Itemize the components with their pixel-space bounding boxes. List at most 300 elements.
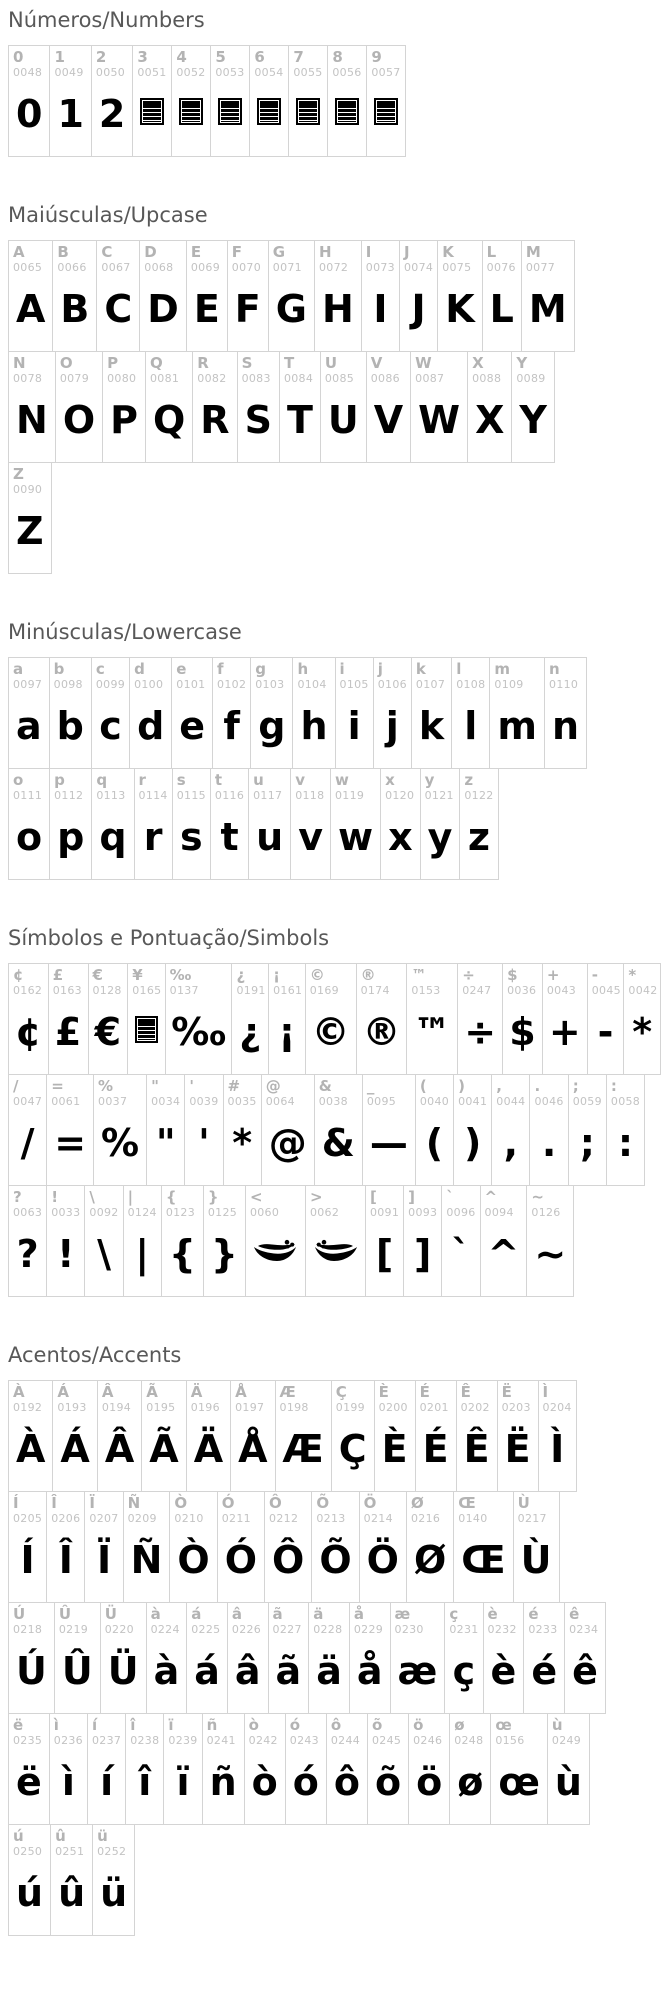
char-unicode-code: 0060 <box>249 1206 280 1219</box>
char-cell-0193 <box>52 1380 97 1492</box>
glyph-preview: 1 <box>57 91 84 136</box>
char-cell-0192 <box>8 1380 53 1492</box>
char-unicode-code: 0244 <box>330 1734 361 1747</box>
glyph-preview: ö <box>416 1759 443 1804</box>
char-label: L <box>486 243 497 261</box>
glyph-preview: Ù <box>520 1537 552 1582</box>
glyph-preview: n <box>552 703 580 748</box>
char-cell-0054 <box>249 45 289 157</box>
glyph-preview: x <box>388 814 413 859</box>
char-label: ~ <box>531 1188 544 1206</box>
glyph-preview: m <box>497 703 538 748</box>
char-cell-0089 <box>511 351 555 463</box>
char-label: á <box>191 1605 202 1623</box>
char-cell-0229 <box>349 1602 391 1714</box>
char-cell-0224 <box>146 1602 188 1714</box>
char-unicode-code: 0095 <box>366 1095 397 1108</box>
char-label: v <box>295 771 305 789</box>
char-cell-0093 <box>403 1185 442 1297</box>
char-label: ¢ <box>13 966 24 984</box>
glyph-preview: h <box>300 703 328 748</box>
char-cell-0201 <box>415 1380 457 1492</box>
char-cell-0234 <box>564 1602 606 1714</box>
char-unicode-code: 0104 <box>297 678 327 691</box>
glyph-preview: d <box>137 703 165 748</box>
char-cell-0072 <box>314 240 362 352</box>
glyph-preview: B <box>60 286 90 331</box>
char-label: H <box>318 243 332 261</box>
glyph-preview: ü <box>100 1870 128 1915</box>
glyph-preview: r <box>143 814 163 859</box>
glyph-preview: ¢ <box>15 1009 42 1054</box>
char-unicode-code: 0043 <box>546 984 577 997</box>
glyph-preview: Á <box>60 1426 90 1471</box>
char-cell-0070 <box>227 240 269 352</box>
char-unicode-code: 0197 <box>235 1401 265 1414</box>
glyph-preview: a <box>16 703 42 748</box>
char-cell-0043 <box>542 963 588 1075</box>
char-cell-0061 <box>46 1074 94 1186</box>
char-unicode-code: 0224 <box>150 1623 180 1636</box>
char-label: Õ <box>316 1494 330 1512</box>
char-label: / <box>13 1077 19 1095</box>
char-label: â <box>231 1605 243 1623</box>
char-cell-0040 <box>415 1074 454 1186</box>
char-unicode-code: 0037 <box>98 1095 128 1108</box>
glyph-preview: R <box>200 397 230 442</box>
char-label: j <box>377 660 383 678</box>
missing-glyph-box-icon <box>289 79 327 156</box>
char-label: G <box>272 243 286 261</box>
char-row <box>8 240 661 352</box>
char-label: 3 <box>137 48 148 66</box>
glyph-preview: - <box>597 1009 614 1054</box>
char-unicode-code: 0103 <box>255 678 285 691</box>
char-unicode-code: 0109 <box>494 678 524 691</box>
char-cell-0165 <box>127 963 165 1075</box>
char-unicode-code: 0112 <box>54 789 84 802</box>
char-unicode-code: 0107 <box>415 678 446 691</box>
char-cell-0065 <box>8 240 53 352</box>
char-label: e <box>176 660 187 678</box>
glyph-preview: Ô <box>272 1537 305 1582</box>
char-unicode-code: 0156 <box>495 1734 525 1747</box>
char-label: % <box>98 1077 114 1095</box>
char-cell-0095 <box>362 1074 416 1186</box>
char-label: o <box>13 771 24 789</box>
char-cell-0230 <box>390 1602 446 1714</box>
glyph-preview: Î <box>58 1537 73 1582</box>
glyph-preview: N <box>16 397 48 442</box>
glyph-preview: Y <box>519 397 547 442</box>
char-label: Î <box>51 1494 57 1512</box>
glyph-preview: ( <box>425 1120 444 1165</box>
glyph-preview: O <box>62 397 96 442</box>
chili-doodle-left-icon <box>246 1219 305 1296</box>
char-unicode-code: 0200 <box>378 1401 408 1414</box>
char-unicode-code: 0046 <box>534 1095 564 1108</box>
section-title-numbers: Números/Numbers <box>8 8 205 32</box>
glyph-preview: ò <box>251 1759 278 1804</box>
char-cell-0111 <box>8 768 50 880</box>
char-unicode-code: 0090 <box>13 483 43 496</box>
char-label: Û <box>58 1605 72 1623</box>
char-cell-0039 <box>184 1074 223 1186</box>
char-label: ? <box>13 1188 22 1206</box>
glyph-preview: É <box>422 1426 449 1471</box>
char-cell-0195 <box>141 1380 186 1492</box>
char-label: k <box>415 660 426 678</box>
glyph-preview: ê <box>572 1648 598 1693</box>
char-label: ï <box>168 1716 174 1734</box>
char-unicode-code: 0248 <box>454 1734 484 1747</box>
char-cell-0219 <box>54 1602 101 1714</box>
char-label: h <box>297 660 309 678</box>
char-unicode-code: 0250 <box>13 1845 43 1858</box>
glyph-preview: { <box>168 1231 196 1276</box>
char-label: ê <box>569 1605 580 1623</box>
glyph-preview: $ <box>509 1009 536 1054</box>
char-unicode-code: 0035 <box>227 1095 257 1108</box>
char-unicode-code: 0242 <box>248 1734 278 1747</box>
char-label: Y <box>516 354 528 372</box>
char-row <box>8 1602 661 1714</box>
char-cell-0042 <box>623 963 661 1075</box>
char-cell-0101 <box>171 657 213 769</box>
char-label: O <box>59 354 73 372</box>
char-unicode-code: 0252 <box>97 1845 127 1858</box>
notdef-stamp <box>335 98 359 125</box>
char-unicode-code: 0048 <box>13 66 43 79</box>
char-cell-0106 <box>373 657 412 769</box>
char-label: ö <box>413 1716 424 1734</box>
char-label: Q <box>149 354 163 372</box>
char-label: f <box>217 660 224 678</box>
glyph-preview: , <box>503 1120 519 1165</box>
char-label: ‰ <box>169 966 192 984</box>
char-label: X <box>472 354 484 372</box>
char-unicode-code: 0053 <box>215 66 245 79</box>
char-cell-0209 <box>123 1491 171 1603</box>
glyph-preview: ó <box>292 1759 319 1804</box>
char-label: Ü <box>104 1605 117 1623</box>
char-label: Ç <box>335 1383 347 1401</box>
char-label: U <box>324 354 338 372</box>
notdef-stamp <box>296 98 320 125</box>
glyph-preview: é <box>531 1648 558 1693</box>
char-cell-0103 <box>250 657 293 769</box>
char-cell-0163 <box>48 963 89 1075</box>
char-cell-0238 <box>125 1713 164 1825</box>
char-row <box>8 1380 661 1492</box>
char-unicode-code: 0174 <box>360 984 390 997</box>
glyph-preview: è <box>490 1648 517 1693</box>
char-label: Ñ <box>127 1494 141 1512</box>
char-label: , <box>496 1077 502 1095</box>
glyph-preview: / <box>20 1120 35 1165</box>
notdef-stamp <box>179 98 203 125</box>
char-label: ù <box>551 1716 563 1734</box>
char-unicode-code: 0072 <box>318 261 349 274</box>
char-label: î <box>130 1716 136 1734</box>
char-label: 6 <box>254 48 265 66</box>
char-unicode-code: 0245 <box>371 1734 402 1747</box>
char-unicode-code: 0038 <box>318 1095 348 1108</box>
char-unicode-code: 0214 <box>363 1512 393 1525</box>
char-unicode-code: 0086 <box>370 372 400 385</box>
char-cell-0191 <box>231 963 269 1075</box>
char-label: n <box>549 660 560 678</box>
char-cell-0124 <box>123 1185 162 1297</box>
glyph-preview: g <box>258 703 286 748</box>
char-label: Ó <box>221 1494 235 1512</box>
char-label: @ <box>265 1077 281 1095</box>
glyph-preview: õ <box>374 1759 402 1804</box>
char-cell-0069 <box>186 240 228 352</box>
char-label: å <box>353 1605 364 1623</box>
char-label: { <box>165 1188 177 1206</box>
char-label: Ô <box>269 1494 282 1512</box>
char-unicode-code: 0213 <box>316 1512 346 1525</box>
glyph-preview: [ <box>375 1231 394 1276</box>
glyph-preview: ! <box>57 1231 75 1276</box>
char-cell-0047 <box>8 1074 47 1186</box>
char-label: d <box>134 660 145 678</box>
char-unicode-code: 0140 <box>458 1512 488 1525</box>
char-unicode-code: 0124 <box>127 1206 157 1219</box>
char-label: Ò <box>174 1494 188 1512</box>
char-unicode-code: 0087 <box>415 372 445 385</box>
glyph-preview: | <box>135 1231 150 1276</box>
glyph-preview: Ú <box>16 1648 47 1693</box>
char-unicode-code: 0034 <box>151 1095 181 1108</box>
char-label: i <box>339 660 345 678</box>
char-label: È <box>378 1383 389 1401</box>
char-unicode-code: 0098 <box>53 678 83 691</box>
char-label: Œ <box>458 1494 476 1512</box>
missing-glyph-box-icon <box>172 79 210 156</box>
char-cell-0225 <box>186 1602 228 1714</box>
char-cell-0128 <box>88 963 129 1075</box>
char-cell-0097 <box>8 657 50 769</box>
char-unicode-code: 0099 <box>95 678 126 691</box>
char-unicode-code: 0047 <box>13 1095 43 1108</box>
char-unicode-code: 0092 <box>89 1206 119 1219</box>
glyph-preview: Ì <box>550 1426 565 1471</box>
char-label: 8 <box>332 48 343 66</box>
char-label: Ö <box>363 1494 377 1512</box>
char-label: . <box>534 1077 541 1095</box>
char-label: D <box>144 243 157 261</box>
char-unicode-code: 0202 <box>460 1401 490 1414</box>
char-unicode-code: 0036 <box>507 984 537 997</box>
section-title-accents: Acentos/Accents <box>8 1343 182 1367</box>
char-unicode-code: 0123 <box>165 1206 196 1219</box>
char-unicode-code: 0094 <box>484 1206 514 1219</box>
char-cell-0066 <box>52 240 97 352</box>
char-label: ø <box>454 1716 465 1734</box>
char-unicode-code: 0097 <box>13 678 43 691</box>
char-label: t <box>214 771 223 789</box>
section-lowercase <box>8 620 661 880</box>
char-cell-0213 <box>311 1491 359 1603</box>
char-unicode-code: 0102 <box>217 678 247 691</box>
glyph-preview: A <box>16 286 46 331</box>
char-unicode-code: 0205 <box>13 1512 43 1525</box>
section-title-lowercase: Minúsculas/Lowercase <box>8 620 242 644</box>
glyph-preview: p <box>57 814 85 859</box>
char-cell-0041 <box>453 1074 492 1186</box>
char-unicode-code: 0088 <box>472 372 502 385</box>
char-unicode-code: 0194 <box>101 1401 132 1414</box>
char-label: ¥ <box>132 966 143 984</box>
chili-doodle-right-icon <box>306 1219 365 1296</box>
char-unicode-code: 0119 <box>334 789 365 802</box>
char-cell-0115 <box>172 768 211 880</box>
glyph-preview: Ó <box>224 1537 258 1582</box>
char-label: Ì <box>542 1383 549 1401</box>
char-unicode-code: 0212 <box>269 1512 299 1525</box>
glyph-preview: Ò <box>177 1537 210 1582</box>
glyph-preview: M <box>528 286 567 331</box>
char-cell-0048 <box>8 45 50 157</box>
char-unicode-code: 0108 <box>456 678 486 691</box>
char-label: Ë <box>501 1383 512 1401</box>
glyph-preview: V <box>373 397 404 442</box>
char-label: ñ <box>206 1716 218 1734</box>
char-label: * <box>628 966 637 984</box>
char-label: S <box>241 354 253 372</box>
char-unicode-code: 0115 <box>176 789 206 802</box>
glyph-preview: = <box>54 1120 87 1165</box>
glyph-preview: ú <box>16 1870 44 1915</box>
char-cell-0078 <box>8 351 56 463</box>
char-cell-0036 <box>502 963 543 1075</box>
char-unicode-code: 0057 <box>371 66 401 79</box>
glyph-preview: ¡ <box>278 1009 296 1054</box>
char-label: R <box>197 354 209 372</box>
glyph-preview: ø <box>457 1759 484 1804</box>
char-cell-0099 <box>91 657 130 769</box>
glyph-preview: ' <box>198 1120 210 1165</box>
missing-glyph-box-icon <box>250 79 288 156</box>
char-label: J <box>403 243 410 261</box>
char-label: ë <box>13 1716 24 1734</box>
char-unicode-code: 0091 <box>369 1206 400 1219</box>
glyph-preview: H <box>321 286 354 331</box>
char-label: ; <box>572 1077 579 1095</box>
glyph-preview: ® <box>362 1009 401 1054</box>
glyph-preview: € <box>94 1009 122 1054</box>
char-cell-0236 <box>49 1713 88 1825</box>
char-row <box>8 351 661 463</box>
char-unicode-code: 0082 <box>197 372 227 385</box>
glyph-preview: S <box>244 397 272 442</box>
glyph-preview: + <box>548 1009 581 1054</box>
glyph-preview: Ö <box>366 1537 399 1582</box>
missing-glyph-box-icon <box>367 79 405 156</box>
char-row <box>8 963 661 1075</box>
char-label: ç <box>449 1605 459 1623</box>
notdef-stamp <box>374 98 398 125</box>
char-label: Ù <box>517 1494 530 1512</box>
char-unicode-code: 0246 <box>413 1734 443 1747</box>
glyph-preview: w <box>337 814 374 859</box>
glyph-preview: I <box>373 286 388 331</box>
glyph-preview: Œ <box>461 1537 506 1582</box>
char-label: g <box>255 660 266 678</box>
char-cell-0110 <box>544 657 587 769</box>
char-label: É <box>419 1383 430 1401</box>
char-cell-0204 <box>538 1380 577 1492</box>
char-label: 7 <box>293 48 304 66</box>
glyph-preview: Ë <box>504 1426 531 1471</box>
char-cell-0153 <box>406 963 458 1075</box>
char-unicode-code: 0073 <box>365 261 395 274</box>
char-row <box>8 1185 661 1297</box>
glyph-preview: Q <box>152 397 186 442</box>
char-label: Í <box>13 1494 19 1512</box>
char-cell-0087 <box>410 351 468 463</box>
char-cell-0244 <box>326 1713 368 1825</box>
glyph-preview: u <box>256 814 284 859</box>
glyph-preview: t <box>220 814 239 859</box>
char-label: û <box>55 1827 66 1845</box>
char-unicode-code: 0063 <box>13 1206 43 1219</box>
glyph-preview: % <box>101 1120 140 1165</box>
char-cell-0202 <box>456 1380 498 1492</box>
char-unicode-code: 0169 <box>309 984 339 997</box>
glyph-preview: q <box>99 814 127 859</box>
glyph-preview: ) <box>463 1120 482 1165</box>
char-cell-0075 <box>437 240 482 352</box>
char-cell-0214 <box>359 1491 407 1603</box>
glyph-preview: â <box>234 1648 261 1693</box>
char-cell-0218 <box>8 1602 55 1714</box>
char-label: q <box>96 771 108 789</box>
char-unicode-code: 0069 <box>190 261 221 274</box>
char-unicode-code: 0201 <box>419 1401 449 1414</box>
char-cell-0046 <box>529 1074 568 1186</box>
char-cell-0067 <box>96 240 140 352</box>
char-unicode-code: 0233 <box>528 1623 558 1636</box>
char-cell-0037 <box>93 1074 147 1186</box>
char-unicode-code: 0235 <box>13 1734 43 1747</box>
glyph-preview: . <box>541 1120 557 1165</box>
char-label: Ê <box>460 1383 471 1401</box>
char-unicode-code: 0203 <box>501 1401 531 1414</box>
char-unicode-code: 0195 <box>146 1401 176 1414</box>
char-cell-0045 <box>587 963 625 1075</box>
char-unicode-code: 0042 <box>628 984 658 997</box>
char-unicode-code: 0081 <box>149 372 180 385</box>
char-cell-0035 <box>223 1074 262 1186</box>
glyph-preview: æ <box>397 1648 438 1693</box>
glyph-preview: ~ <box>534 1231 567 1276</box>
char-label: I <box>365 243 372 261</box>
glyph-preview: v <box>298 814 323 859</box>
glyph-preview: * <box>632 1009 653 1054</box>
glyph-preview: b <box>56 703 84 748</box>
glyph-preview: î <box>138 1759 152 1804</box>
char-cell-0033 <box>46 1185 85 1297</box>
char-cell-0122 <box>459 768 498 880</box>
char-cell-0197 <box>230 1380 275 1492</box>
char-label: V <box>370 354 383 372</box>
char-unicode-code: 0052 <box>176 66 206 79</box>
char-label: E <box>190 243 202 261</box>
char-unicode-code: 0054 <box>254 66 284 79</box>
